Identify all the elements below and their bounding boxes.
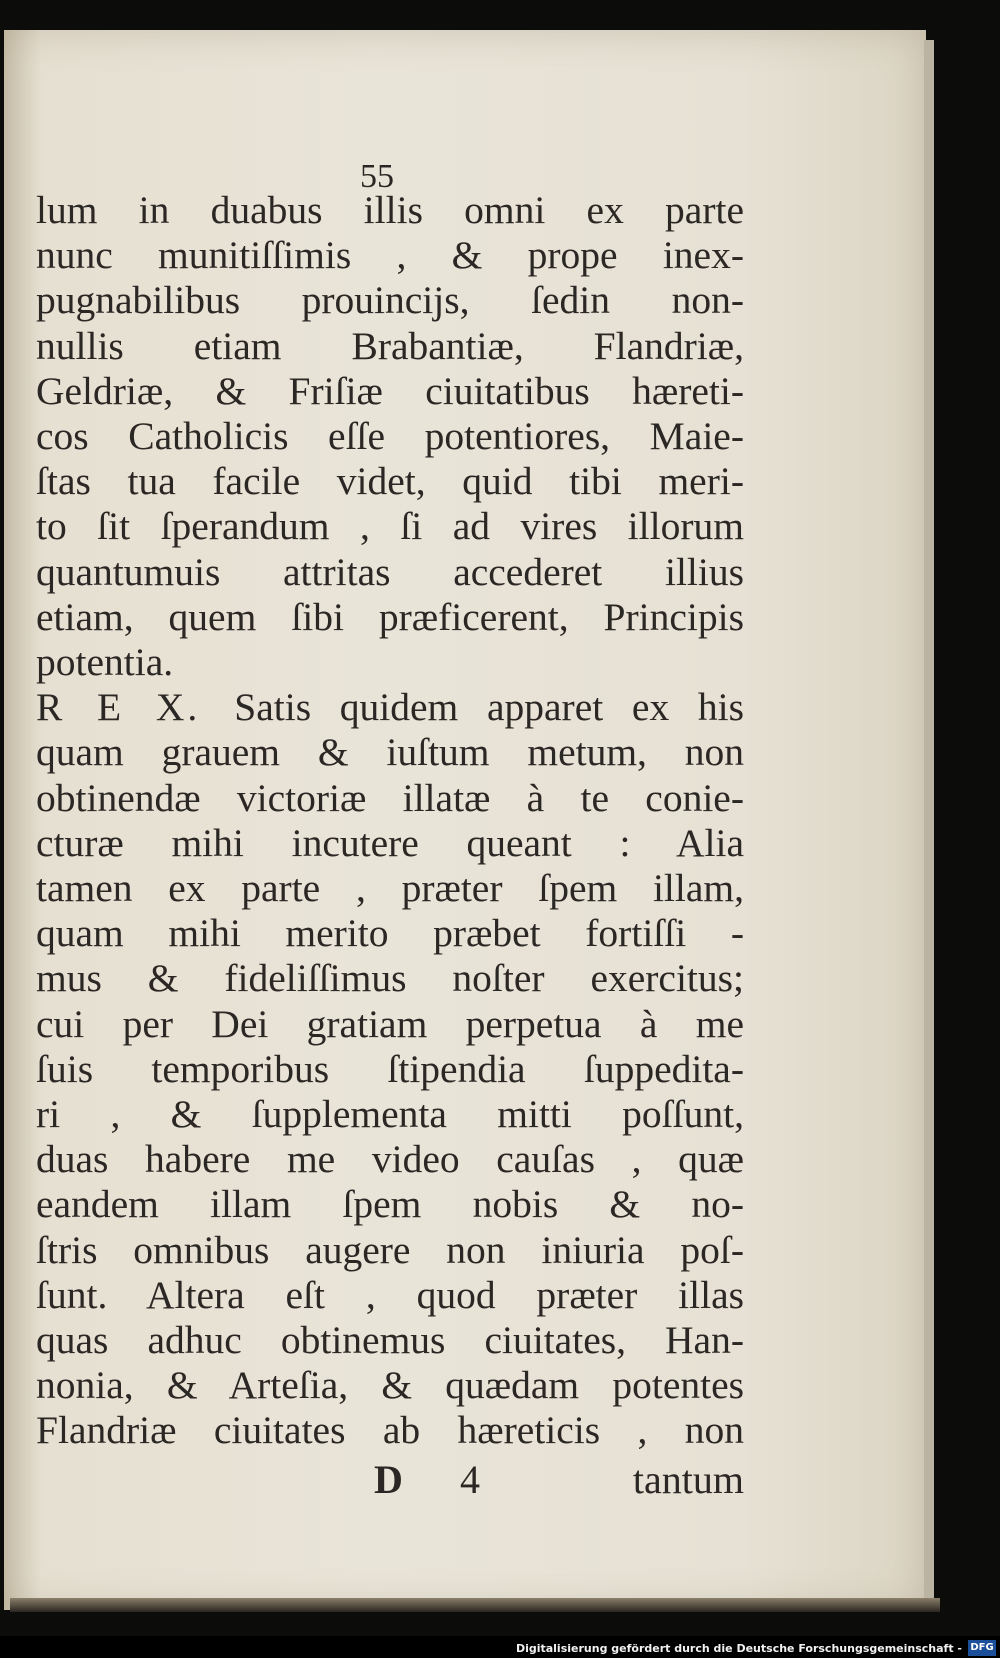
speech-line: quas adhuc obtinemus ciuitates, Han- [36, 1318, 744, 1363]
credit-bar [0, 1636, 1000, 1658]
speech-line: cturæ mihi incutere queant : Alia [36, 820, 744, 865]
speech-line: obtinendæ victoriæ illatæ à te conie- [36, 775, 744, 820]
text-line: quantumuis attritas accederet illius [36, 549, 744, 594]
speech-line: Satis quidem apparet ex his [234, 685, 744, 730]
signature-number: 4 [460, 1457, 480, 1502]
text-line: ſtas tua facile videt, quid tibi meri- [36, 459, 744, 504]
speech-line: quam grauem & iuſtum metum, non [36, 730, 744, 775]
funding-credit: Digitalisierung gefördert durch die Deutsche Forschungsgemeinschaft - [515, 1642, 962, 1655]
text-line: potentia. [36, 640, 174, 685]
speech-line: duas habere me video cauſas , quæ [36, 1137, 744, 1182]
text-line: to ſit ſperandum , ſi ad vires illorum [36, 504, 744, 549]
speech-line: tamen ex parte , præter ſpem illam, [36, 866, 744, 911]
catchword: tantum [632, 1457, 744, 1502]
speech-line: eandem illam ſpem nobis & no- [36, 1182, 744, 1227]
speech-line: ſtris omnibus augere non iniuria poſ- [36, 1227, 744, 1272]
text-line: nunc munitiſſimis , & prope inex- [36, 233, 744, 278]
speech-line: quam mihi merito præbet fortiſſi - [36, 911, 744, 956]
speech-line: cui per Dei gratiam perpetua à me [36, 1001, 744, 1046]
speech-line: ſuis temporibus ſtipendia ſuppedita- [36, 1046, 744, 1091]
speech-line: Flandriæ ciuitates ab hæreticis , non [36, 1408, 744, 1453]
speech-line: ſunt. Altera eſt , quod præter illas [36, 1272, 744, 1317]
speech-line: mus & fideliſſimus noſter exercitus; [36, 956, 744, 1001]
book-edge [10, 1598, 940, 1612]
speaker-label: R E X. [36, 685, 201, 730]
text-line: etiam, quem ſibi præficerent, Principis [36, 594, 744, 639]
speech-line: ri , & ſupplementa mitti poſſunt, [36, 1092, 744, 1137]
body-text [36, 188, 744, 1454]
text-line: lum in duabus illis omni ex parte [36, 188, 744, 232]
text-line: Geldriæ, & Friſiæ ciuitatibus hæreti- [36, 368, 744, 413]
page-footer [374, 1456, 744, 1504]
speech-first-line [36, 685, 744, 730]
signature-mark: D [374, 1457, 403, 1502]
dfg-logo-icon: DFG [968, 1640, 996, 1656]
speech-line: nonia, & Arteſia, & quædam potentes [36, 1363, 744, 1408]
text-line: nullis etiam Brabantiæ, Flandriæ, [36, 323, 744, 368]
text-line: pugnabilibus prouincijs, ſedin non- [36, 278, 744, 323]
book-page [4, 30, 926, 1610]
page-number: 55 [360, 158, 394, 195]
text-line: cos Catholicis eſſe potentiores, Maie- [36, 414, 744, 459]
